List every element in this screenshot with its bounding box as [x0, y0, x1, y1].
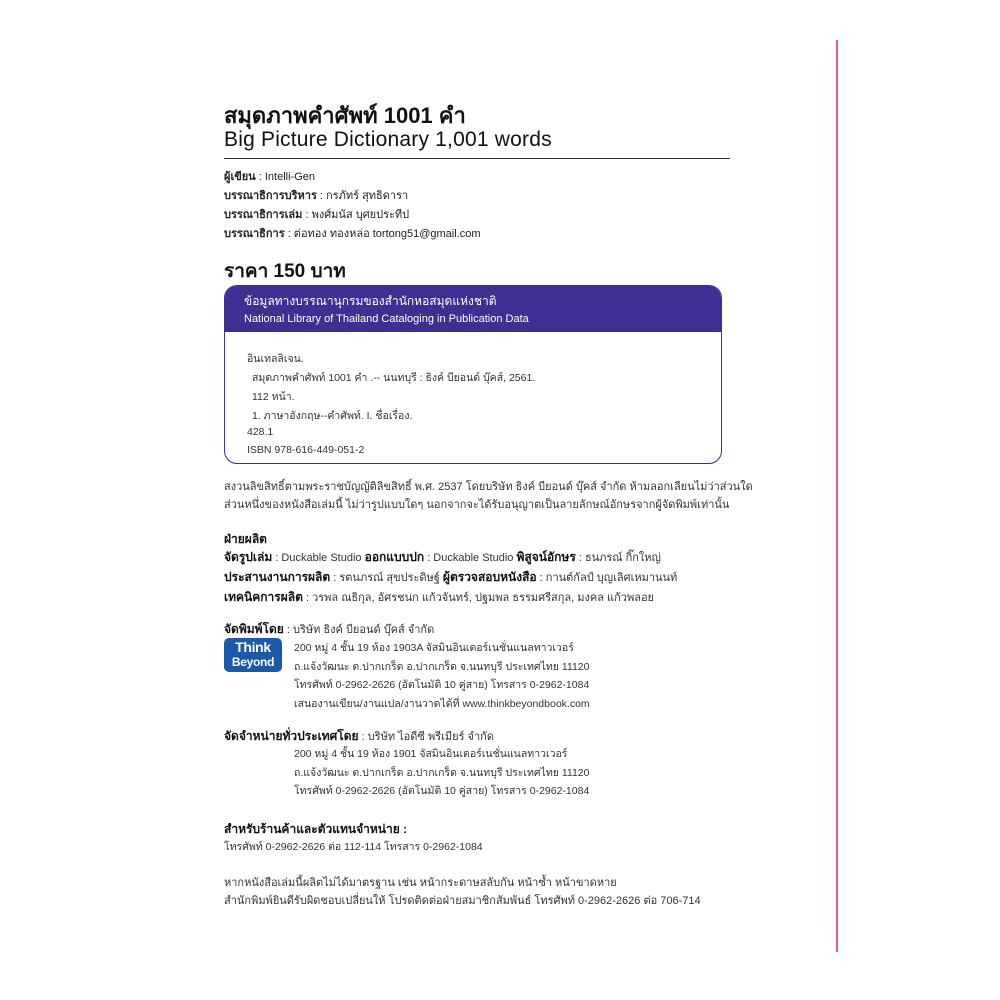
printer-address [294, 639, 590, 713]
page-margin-line [836, 40, 838, 952]
production-credits [224, 548, 677, 608]
shops-title: สำหรับร้านค้าและตัวแทนจำหน่าย : [224, 822, 408, 836]
production-row-technical: เทคนิคการผลิต : วรพล ณธิกุล, อัศรชนก แก้วจันทร์, ปฐมพล ธรรมศรีสกุล, มงคล แก้วพลอย [224, 590, 654, 604]
copyright-line: ส่วนหนึ่งของหนังสือเล่มนี้ ไม่ว่ารูปแบบใดๆ นอกจากจะได้รับอนุญาตเป็นลายลักษณ์อักษรจากผู้จัดพิมพ์เท่านั้น [224, 499, 730, 511]
defects-line: หากหนังสือเล่มนี้ผลิตไม่ได้มาตรฐาน เช่น หน้ากระดาษสลับกัน หน้าซ้ำ หน้าขาดหาย [224, 877, 617, 889]
address-line: โทรศัพท์ 0-2962-2626 (อัตโนมัติ 10 คู่สาย) โทรสาร 0-2962-1084 [294, 679, 590, 691]
address-line: ถ.แจ้งวัฒนะ ต.ปากเกร็ด อ.ปากเกร็ด จ.นนทบุรี ประเทศไทย 11120 [294, 660, 590, 673]
cip-pages: 112 หน้า. [252, 391, 295, 403]
distributor-line: จัดจำหน่ายทั่วประเทศโดย : บริษัท ไอดีซี พรีเมียร์ จำกัด [224, 729, 494, 743]
cip-header-thai: ข้อมูลทางบรรณานุกรมของสำนักหอสมุดแห่งชาติ [244, 294, 497, 308]
defects-line: สำนักพิมพ์ยินดีรับผิดชอบเปลี่ยนให้ โปรดติดต่อฝ่ายสมาชิกสัมพันธ์ โทรศัพท์ 0-2962-2626 ต่อ 706-714 [224, 895, 701, 907]
price: ราคา 150 บาท [224, 261, 346, 282]
address-line: 200 หมู่ 4 ชั้น 19 ห้อง 1901 จัสมินอินเตอร์เนชั่นแนลทาวเวอร์ [294, 748, 568, 760]
distributor-address [294, 745, 589, 801]
cip-isbn: ISBN 978-616-449-051-2 [247, 444, 365, 456]
production-row-layout: จัดรูปเล่ม : Duckable Studio ออกแบบปก : Duckable Studio พิสูจน์อักษร : ธนภรณ์ กิ๊กใหญ่ [224, 550, 661, 564]
address-line: โทรศัพท์ 0-2962-2626 (อัตโนมัติ 10 คู่สาย) โทรสาร 0-2962-1084 [294, 785, 590, 797]
cip-subject: 1. ภาษาอังกฤษ--คำศัพท์. I. ชื่อเรื่อง. [252, 410, 413, 422]
shops-phone: โทรศัพท์ 0-2962-2626 ต่อ 112-114 โทรสาร 0-2962-1084 [224, 841, 483, 853]
credit-author: ผู้เขียน : Intelli-Gen [224, 171, 316, 183]
title-divider [224, 158, 730, 159]
credits-list [224, 168, 481, 244]
copyright-notice [224, 478, 753, 514]
cip-author: อินเทลลิเจน. [247, 353, 304, 365]
address-line: เสนองานเขียน/งานแปล/งานวาดได้ที่ www.thinkbeyondbook.com [294, 697, 590, 710]
address-line: ถ.แจ้งวัฒนะ ต.ปากเกร็ด อ.ปากเกร็ด จ.นนทบุรี ประเทศไทย 11120 [294, 766, 590, 779]
cip-entry: สมุดภาพคำศัพท์ 1001 คำ .-- นนทบุรี : ธิงค์ บียอนด์ บุ๊คส์, 2561. [252, 372, 536, 384]
copyright-line: สงวนลิขสิทธิ์ตามพระราชบัญญัติลิขสิทธิ์ พ.ศ. 2537 โดยบริษัท ธิงค์ บียอนด์ บุ๊คส์ จำกัด ห้ามลอกเลียนไม่ว่าส่วนใด [224, 481, 753, 493]
book-title-thai: สมุดภาพคำศัพท์ 1001 คำ [224, 103, 466, 128]
cip-header [225, 286, 721, 332]
book-title-english: Big Picture Dictionary 1,001 words [224, 128, 552, 151]
printer-line: จัดพิมพ์โดย : บริษัท ธิงค์ บียอนด์ บุ๊คส์ จำกัด [224, 622, 435, 636]
cip-classification: 428.1 [247, 426, 274, 438]
defects-notice [224, 874, 701, 910]
cip-box [224, 285, 722, 464]
production-title: ฝ่ายผลิต [224, 532, 267, 546]
credit-executive-editor: บรรณาธิการบริหาร : กรภัทร์ สุทธิดารา [224, 190, 409, 202]
cip-header-english: National Library of Thailand Cataloging in Publication Data [244, 313, 529, 325]
credit-volume-editor: บรรณาธิการเล่ม : พงศ์มนัส บุศยประทีป [224, 209, 410, 221]
think-beyond-logo: Think Beyond [224, 638, 282, 672]
address-line: 200 หมู่ 4 ชั้น 19 ห้อง 1903A จัสมินอินเตอร์เนชั่นแนลทาวเวอร์ [294, 642, 574, 654]
credit-editor: บรรณาธิการ : ต่อทอง ทองหล่อ tortong51@gmail.com [224, 228, 481, 240]
production-row-coordination: ประสานงานการผลิต : รตนภรณ์ สุขประดิษฐ์ ผู้ตรวจสอบหนังสือ : กานต์กัลป์ บุญเลิศเหมานนท์ [224, 570, 678, 584]
